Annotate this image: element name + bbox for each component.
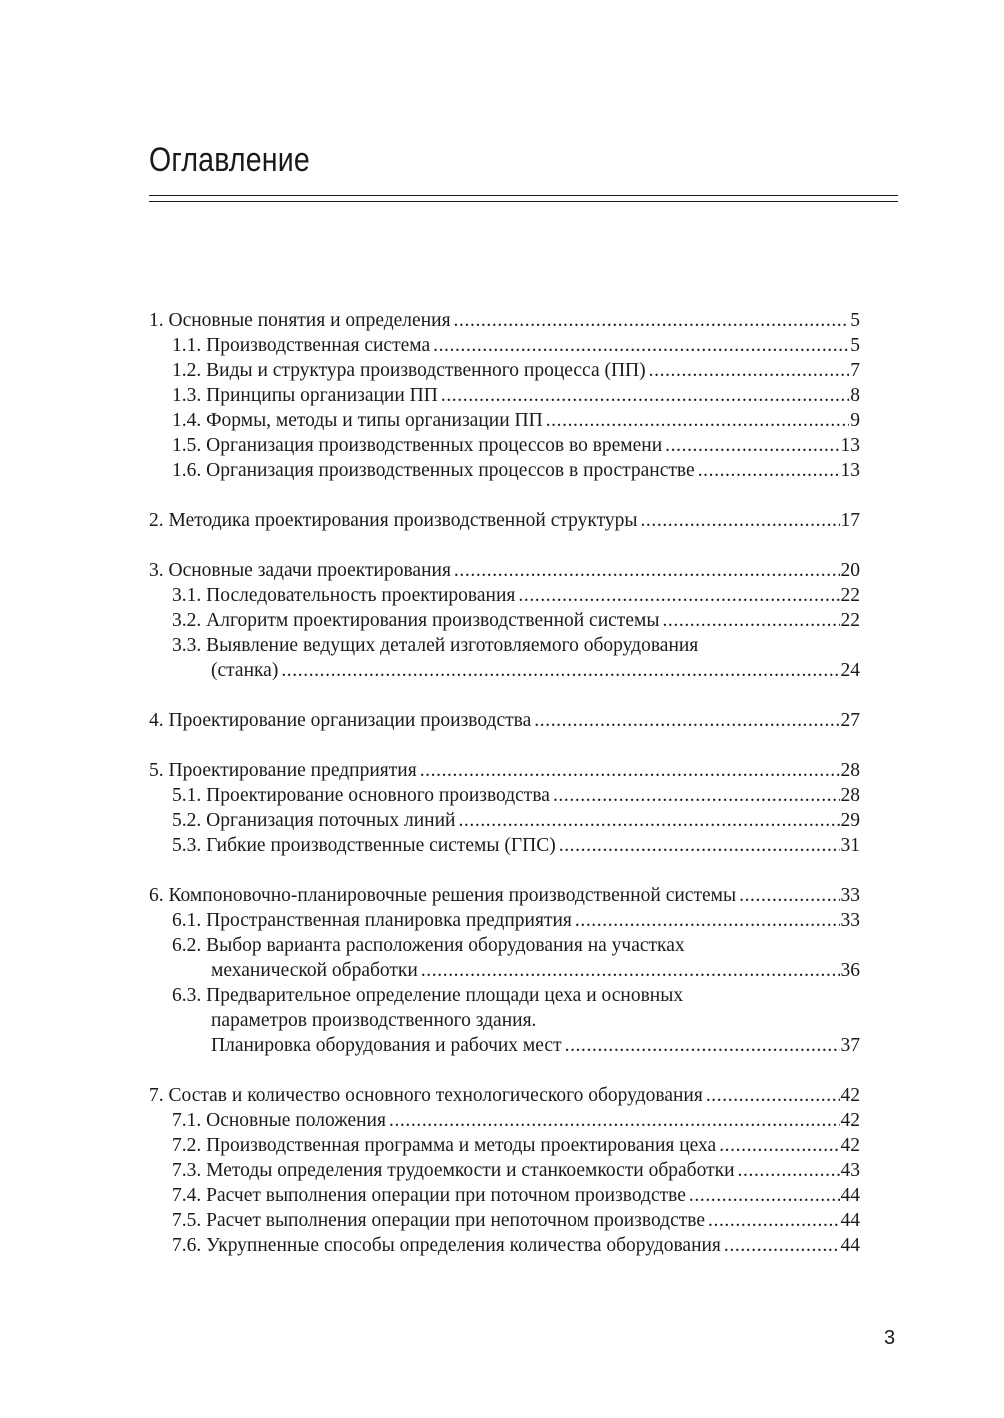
toc-page-number: 24 [840, 660, 860, 681]
toc-entry-title: 3.1. Последовательность проектирования [172, 585, 516, 606]
toc-section [149, 433, 860, 458]
toc-page-number: 37 [840, 1035, 860, 1056]
toc-section [149, 908, 860, 933]
toc-dot-leader [534, 708, 839, 733]
toc-page-number: 5 [850, 310, 860, 331]
toc-entry-title: параметров производственного здания. [211, 1010, 537, 1031]
title-rule-bottom [149, 201, 898, 202]
toc-entry-title: 5.1. Проектирование основного производства [172, 785, 550, 806]
toc-line [149, 433, 860, 458]
toc-entry-title: 7.1. Основные положения [172, 1110, 386, 1131]
toc-line [149, 1108, 860, 1133]
toc-line [149, 1008, 860, 1033]
toc-dot-leader [719, 1133, 839, 1158]
page-number: 3 [884, 1327, 896, 1349]
toc-page-number: 17 [840, 510, 860, 531]
toc-line [149, 1233, 860, 1258]
toc-entry-title: 7.4. Расчет выполнения операции при поточном производстве [172, 1185, 686, 1206]
toc-entry-title: 2. Методика проектирования производственной структуры [149, 510, 638, 531]
toc-entry-title: 7.2. Производственная программа и методы проектирования цеха [172, 1135, 717, 1156]
toc-page-number: 44 [840, 1185, 860, 1206]
toc-entry-title: Планировка оборудования и рабочих мест [211, 1035, 562, 1056]
toc-chapter [149, 558, 860, 583]
toc-dot-leader [421, 958, 840, 983]
toc-page-number: 28 [840, 785, 860, 806]
toc-dot-leader [698, 458, 840, 483]
page-title: Оглавление [149, 141, 310, 179]
toc-chapter [149, 508, 860, 533]
toc-line [149, 883, 860, 908]
toc-entry-title: (станка) [211, 660, 279, 681]
toc-line [149, 783, 860, 808]
toc-entry-title: 1.4. Формы, методы и типы организации ПП [172, 410, 543, 431]
toc-line [149, 458, 860, 483]
toc-line [149, 408, 860, 433]
toc-page-number: 13 [840, 460, 860, 481]
toc-dot-leader [281, 658, 839, 683]
title-rule-top [149, 195, 898, 196]
toc-entry-title: 6.1. Пространственная планировка предприятия [172, 910, 572, 931]
toc-page-number: 13 [840, 435, 860, 456]
toc-section [149, 783, 860, 808]
toc-dot-leader [458, 808, 839, 833]
toc-dot-leader [640, 508, 839, 533]
toc-dot-leader [441, 383, 849, 408]
toc-page-number: 42 [840, 1135, 860, 1156]
toc-line [149, 708, 860, 733]
toc-line [149, 1083, 860, 1108]
toc-dot-leader [738, 1158, 840, 1183]
toc-section [149, 1233, 860, 1258]
toc-dot-leader [454, 308, 850, 333]
toc-section [149, 458, 860, 483]
toc-line [149, 558, 860, 583]
toc-dot-leader [420, 758, 840, 783]
toc-line [149, 608, 860, 633]
toc-line [149, 833, 860, 858]
toc-chapter [149, 708, 860, 733]
toc-entry-title: 3.3. Выявление ведущих деталей изготовляемого оборудования [172, 635, 699, 656]
toc-entry-title: 3.2. Алгоритм проектирования производственной системы [172, 610, 660, 631]
toc-line [149, 958, 860, 983]
toc-page-number: 33 [840, 885, 860, 906]
toc-dot-leader [565, 1033, 840, 1058]
toc-entry-title: 4. Проектирование организации производства [149, 710, 532, 731]
toc-line [149, 508, 860, 533]
toc-page-number: 42 [840, 1085, 860, 1106]
toc-line [149, 983, 860, 1008]
toc-section [149, 333, 860, 358]
toc-entry-title: 1.3. Принципы организации ПП [172, 385, 438, 406]
toc-line [149, 1158, 860, 1183]
toc-page-number: 20 [840, 560, 860, 581]
toc-line [149, 583, 860, 608]
toc-page-number: 29 [840, 810, 860, 831]
toc-section [149, 833, 860, 858]
toc-entry-title: 1.2. Виды и структура производственного процесса (ПП) [172, 360, 646, 381]
toc-entry-title: 6.3. Предварительное определение площади цеха и основных [172, 985, 684, 1006]
toc-page-number: 44 [840, 1235, 860, 1256]
toc-dot-leader [454, 558, 840, 583]
toc-dot-leader [706, 1083, 840, 1108]
toc-dot-leader [546, 408, 850, 433]
toc-line [149, 308, 860, 333]
toc-page-number: 44 [840, 1210, 860, 1231]
toc-dot-leader [739, 883, 839, 908]
toc-entry-title: 5.2. Организация поточных линий [172, 810, 456, 831]
toc-page-number: 36 [840, 960, 860, 981]
toc-line [149, 658, 860, 683]
toc-section [149, 983, 860, 1058]
toc-entry-title: 7. Состав и количество основного технологического оборудования [149, 1085, 703, 1106]
toc-chapter [149, 758, 860, 783]
toc-page-number: 22 [840, 585, 860, 606]
toc-entry-title: 5.3. Гибкие производственные системы (ГПС) [172, 835, 556, 856]
toc-entry-title: 1.5. Организация производственных процессов во времени [172, 435, 663, 456]
toc-line [149, 933, 860, 958]
toc-section [149, 633, 860, 683]
toc-dot-leader [575, 908, 840, 933]
toc-dot-leader [689, 1183, 840, 1208]
toc-line [149, 633, 860, 658]
toc-line [149, 808, 860, 833]
toc-line [149, 908, 860, 933]
toc-entry-title: 7.6. Укрупненные способы определения количества оборудования [172, 1235, 721, 1256]
toc-page-number: 31 [840, 835, 860, 856]
toc-page-number: 27 [840, 710, 860, 731]
toc-page-number: 22 [840, 610, 860, 631]
toc-section [149, 358, 860, 383]
toc-entry-title: механической обработки [211, 960, 418, 981]
toc-section [149, 408, 860, 433]
toc-entry-title: 7.3. Методы определения трудоемкости и станкоемкости обработки [172, 1160, 735, 1181]
toc-section [149, 808, 860, 833]
toc-dot-leader [433, 333, 849, 358]
toc-dot-leader [389, 1108, 840, 1133]
toc-section [149, 608, 860, 633]
toc-section [149, 1208, 860, 1233]
toc-chapter [149, 883, 860, 908]
toc-page-number: 8 [850, 385, 860, 406]
toc-line [149, 1208, 860, 1233]
toc-entry-title: 1.6. Организация производственных процессов в пространстве [172, 460, 695, 481]
toc-entry-title: 6.2. Выбор варианта расположения оборудования на участках [172, 935, 685, 956]
toc-dot-leader [518, 583, 839, 608]
toc-line [149, 1033, 860, 1058]
toc-entry-title: 6. Компоновочно-планировочные решения производственной системы [149, 885, 737, 906]
toc-page-number: 43 [840, 1160, 860, 1181]
toc-line [149, 758, 860, 783]
toc-section [149, 1158, 860, 1183]
toc-section [149, 583, 860, 608]
toc-section [149, 1108, 860, 1133]
toc-dot-leader [662, 608, 839, 633]
toc-line [149, 383, 860, 408]
toc-section [149, 933, 860, 983]
toc-entry-title: 5. Проектирование предприятия [149, 760, 417, 781]
toc-entry-title: 3. Основные задачи проектирования [149, 560, 451, 581]
toc-entry-title: 7.5. Расчет выполнения операции при непоточном производстве [172, 1210, 705, 1231]
toc-entry-title: 1.1. Производственная система [172, 335, 431, 356]
toc-page-number: 5 [850, 335, 860, 356]
toc-section [149, 383, 860, 408]
toc-dot-leader [665, 433, 839, 458]
toc-dot-leader [553, 783, 840, 808]
toc-line [149, 1183, 860, 1208]
toc-dot-leader [649, 358, 850, 383]
toc-chapter [149, 1083, 860, 1108]
toc-chapter [149, 308, 860, 333]
toc-dot-leader [559, 833, 840, 858]
toc-dot-leader [724, 1233, 840, 1258]
toc-section [149, 1133, 860, 1158]
toc-dot-leader [708, 1208, 840, 1233]
toc-page-number: 28 [840, 760, 860, 781]
toc-section [149, 1183, 860, 1208]
toc-page-number: 9 [850, 410, 860, 431]
toc-page-number: 7 [850, 360, 860, 381]
toc-line [149, 358, 860, 383]
toc-entry-title: 1. Основные понятия и определения [149, 310, 451, 331]
toc-line [149, 333, 860, 358]
table-of-contents [149, 308, 860, 1258]
toc-page-number: 33 [840, 910, 860, 931]
toc-page-number: 42 [840, 1110, 860, 1131]
toc-line [149, 1133, 860, 1158]
